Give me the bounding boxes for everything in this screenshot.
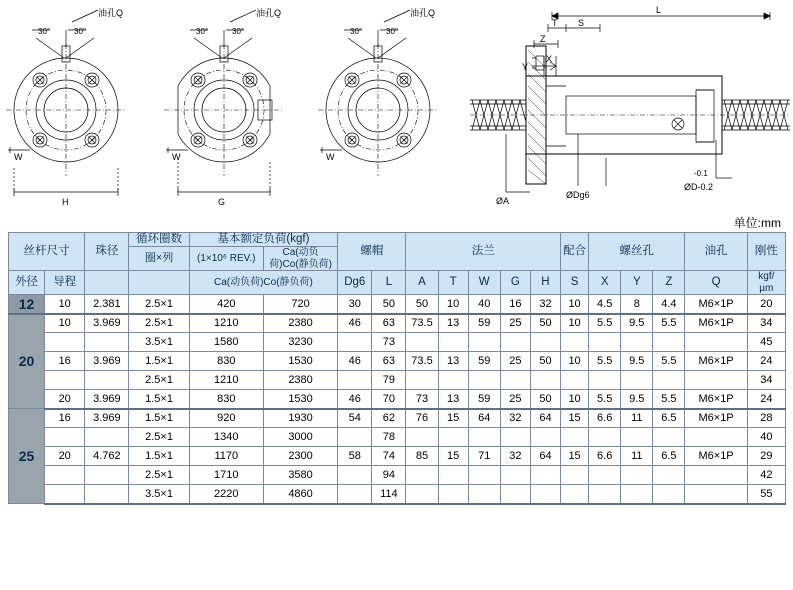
angle-left-b: 30°: [196, 27, 209, 36]
cell-ball: 2.381: [85, 295, 129, 314]
cell-dg6: 46: [338, 390, 372, 409]
cell-lead: [45, 371, 85, 390]
assembly-side-view: [470, 0, 790, 212]
th-flange-H: H: [530, 271, 560, 295]
cell-ca: 830: [189, 390, 263, 409]
th-screw-Y: Y: [621, 271, 653, 295]
cell-X: [589, 333, 621, 352]
cell-G: 16: [500, 295, 530, 314]
cell-Z: 6.5: [653, 447, 685, 466]
flange-drawing-a: [2, 0, 160, 212]
cell-rig: 42: [747, 466, 785, 485]
table-row: [9, 352, 786, 371]
cell-dg6: 30: [338, 295, 372, 314]
dim-Z: Z: [540, 34, 546, 44]
table-row: [9, 333, 786, 352]
cell-W: 64: [468, 409, 500, 428]
cell-dg6: 46: [338, 314, 372, 333]
th-load-sub1: (1×10⁶ REV.): [189, 247, 263, 271]
table-row: [9, 409, 786, 428]
cell-nutL: 62: [372, 409, 406, 428]
cell-A: [406, 371, 438, 390]
cell-dg6: [338, 485, 372, 504]
th-lead: 导程: [45, 271, 85, 295]
cell-Y: [621, 428, 653, 447]
drawing-area: [0, 0, 793, 212]
cell-Y: 9.5: [621, 352, 653, 371]
cell-circuits: 3.5×1: [129, 485, 189, 504]
cell-ball: 3.969: [85, 409, 129, 428]
cell-dg6: [338, 333, 372, 352]
cell-G: 32: [500, 447, 530, 466]
th-nut: 螺帽: [338, 233, 406, 271]
cell-Q: M6×1P: [685, 314, 747, 333]
cell-circuits: 1.5×1: [129, 447, 189, 466]
oil-hole-label-b: 油孔Q: [256, 8, 282, 18]
cell-nutL: 114: [372, 485, 406, 504]
cell-T: 13: [438, 390, 468, 409]
cell-H: [530, 371, 560, 390]
table-row: [9, 371, 786, 390]
cell-co: 3580: [263, 466, 337, 485]
cell-T: [438, 428, 468, 447]
cell-Q: [685, 466, 747, 485]
th-circuits: 循环圈数: [129, 233, 189, 247]
cell-W: 59: [468, 390, 500, 409]
cell-S: [561, 485, 589, 504]
th-load: 基本额定负荷(kgf): [189, 233, 338, 247]
cell-lead: 20: [45, 447, 85, 466]
h-label-a: H: [62, 197, 69, 207]
cell-nutL: 50: [372, 295, 406, 314]
cell-rig: 24: [747, 352, 785, 371]
angle-left-a: 30°: [38, 27, 51, 36]
cell-Q: [685, 333, 747, 352]
cell-Q: M6×1P: [685, 447, 747, 466]
cell-rig: 28: [747, 409, 785, 428]
cell-X: 5.5: [589, 352, 621, 371]
cell-ball: 3.969: [85, 314, 129, 333]
cell-S: 10: [561, 314, 589, 333]
table-row: [9, 428, 786, 447]
cell-Y: [621, 371, 653, 390]
cell-H: [530, 485, 560, 504]
cell-Y: 9.5: [621, 390, 653, 409]
cell-dg6: [338, 428, 372, 447]
cell-A: 76: [406, 409, 438, 428]
cell-W: [468, 333, 500, 352]
th-circuits-sub: 圈×列: [129, 247, 189, 271]
cell-lead: [45, 428, 85, 447]
spec-table-body: [9, 295, 786, 504]
cell-rig: 34: [747, 314, 785, 333]
cell-rig: 40: [747, 428, 785, 447]
cell-ca: 1710: [189, 466, 263, 485]
th-size-group: 丝杆尺寸: [9, 233, 85, 271]
cell-A: [406, 333, 438, 352]
cell-ca: 1340: [189, 428, 263, 447]
cell-ca: 2220: [189, 485, 263, 504]
cell-Y: [621, 466, 653, 485]
spec-table: [8, 232, 786, 505]
th-screw-X: X: [589, 271, 621, 295]
cell-W: [468, 371, 500, 390]
th-screw-hole: 螺丝孔: [589, 233, 685, 271]
dim-S: S: [578, 18, 585, 28]
cell-W: 71: [468, 447, 500, 466]
dim-diaD: ØD-0.2: [684, 182, 714, 192]
angle-left-c: 30°: [350, 27, 363, 36]
cell-Z: 5.5: [653, 314, 685, 333]
flange-drawing-c: [318, 0, 468, 212]
cell-Z: [653, 466, 685, 485]
cell-nutL: 63: [372, 352, 406, 371]
cell-Y: 11: [621, 409, 653, 428]
group-label-20: 20: [9, 314, 45, 409]
cell-circuits: 2.5×1: [129, 314, 189, 333]
cell-lead: 16: [45, 409, 85, 428]
cell-rig: 24: [747, 390, 785, 409]
oil-hole-label-c: 油孔Q: [410, 8, 436, 18]
th-outer-dia: 外径: [9, 271, 45, 295]
cell-Y: 8: [621, 295, 653, 314]
th-ball-dia-blank: [85, 271, 129, 295]
dim-Y: Y: [522, 62, 529, 72]
cell-S: [561, 371, 589, 390]
cell-co: 2300: [263, 447, 337, 466]
th-load-sub2b: Ca(动负荷)Co(静负荷): [189, 271, 338, 295]
th-rigidity: 刚性: [747, 233, 785, 271]
cell-T: 15: [438, 409, 468, 428]
cell-W: [468, 485, 500, 504]
cell-dg6: [338, 466, 372, 485]
cell-nutL: 73: [372, 333, 406, 352]
cell-H: [530, 333, 560, 352]
cell-G: 25: [500, 390, 530, 409]
cell-Z: 5.5: [653, 390, 685, 409]
table-row: [9, 295, 786, 314]
th-load-sub2: Ca(动负荷)Co(静负荷): [263, 247, 337, 271]
th-flange: 法兰: [406, 233, 561, 271]
cell-G: [500, 333, 530, 352]
cell-circuits: 2.5×1: [129, 295, 189, 314]
cell-lead: [45, 466, 85, 485]
cell-Y: 9.5: [621, 314, 653, 333]
cell-W: 59: [468, 314, 500, 333]
th-flange-T: T: [438, 271, 468, 295]
cell-ca: 1210: [189, 314, 263, 333]
cell-Z: [653, 333, 685, 352]
cell-lead: 10: [45, 314, 85, 333]
cell-X: [589, 485, 621, 504]
cell-rig: 34: [747, 371, 785, 390]
spec-table-wrap: [8, 232, 786, 505]
table-row: [9, 390, 786, 409]
cell-ball: [85, 371, 129, 390]
cell-Q: [685, 371, 747, 390]
cell-X: 4.5: [589, 295, 621, 314]
w-label-c: W: [326, 152, 335, 162]
dim-X: X: [546, 54, 553, 64]
cell-Z: 6.5: [653, 409, 685, 428]
cell-ca: 1210: [189, 371, 263, 390]
cell-X: 5.5: [589, 390, 621, 409]
cell-Q: M6×1P: [685, 295, 747, 314]
cell-Z: 4.4: [653, 295, 685, 314]
cell-ball: 3.969: [85, 352, 129, 371]
cell-W: [468, 466, 500, 485]
cell-T: [438, 466, 468, 485]
cell-G: [500, 485, 530, 504]
cell-ca: 1170: [189, 447, 263, 466]
th-nut-dg6: Dg6: [338, 271, 372, 295]
cell-X: 5.5: [589, 314, 621, 333]
cell-S: 10: [561, 352, 589, 371]
cell-A: 73.5: [406, 314, 438, 333]
table-row: [9, 485, 786, 504]
cell-Q: M6×1P: [685, 352, 747, 371]
th-fit-S: S: [561, 271, 589, 295]
cell-T: [438, 371, 468, 390]
th-screw-Z: Z: [653, 271, 685, 295]
th-oil-hole: 油孔: [685, 233, 747, 271]
cell-S: 15: [561, 447, 589, 466]
cell-X: [589, 428, 621, 447]
cell-dg6: [338, 371, 372, 390]
cell-ca: 920: [189, 409, 263, 428]
th-rigidity-unit: kgf/ µm: [747, 271, 785, 295]
th-flange-W: W: [468, 271, 500, 295]
cell-S: 10: [561, 390, 589, 409]
cell-S: 15: [561, 409, 589, 428]
group-label-25: 25: [9, 409, 45, 504]
cell-A: 73: [406, 390, 438, 409]
cell-ca: 830: [189, 352, 263, 371]
cell-Y: [621, 485, 653, 504]
cell-G: [500, 466, 530, 485]
cell-co: 720: [263, 295, 337, 314]
cell-H: 50: [530, 314, 560, 333]
cell-circuits: 2.5×1: [129, 371, 189, 390]
cell-Z: [653, 485, 685, 504]
cell-lead: [45, 485, 85, 504]
cell-H: [530, 466, 560, 485]
cell-circuits: 2.5×1: [129, 466, 189, 485]
th-nut-L: L: [372, 271, 406, 295]
cell-dg6: 46: [338, 352, 372, 371]
cell-H: 64: [530, 409, 560, 428]
cell-Q: [685, 485, 747, 504]
cell-S: [561, 428, 589, 447]
cell-rig: 55: [747, 485, 785, 504]
cell-ball: 3.969: [85, 390, 129, 409]
cell-A: 85: [406, 447, 438, 466]
cell-co: 1930: [263, 409, 337, 428]
cell-rig: 29: [747, 447, 785, 466]
cell-co: 3000: [263, 428, 337, 447]
cell-S: 10: [561, 295, 589, 314]
cell-G: 25: [500, 314, 530, 333]
cell-W: [468, 428, 500, 447]
table-row: [9, 447, 786, 466]
cell-X: [589, 371, 621, 390]
cell-S: [561, 466, 589, 485]
cell-S: [561, 333, 589, 352]
cell-G: [500, 428, 530, 447]
cell-X: 6.6: [589, 447, 621, 466]
th-ball-dia: 珠径: [85, 233, 129, 271]
cell-lead: 20: [45, 390, 85, 409]
cell-ball: [85, 485, 129, 504]
th-flange-G: G: [500, 271, 530, 295]
cell-nutL: 70: [372, 390, 406, 409]
dim-diaA: ØA: [496, 196, 510, 206]
cell-co: 4860: [263, 485, 337, 504]
angle-right-c: 30°: [386, 27, 399, 36]
th-circuits-blank: [129, 271, 189, 295]
cell-H: 50: [530, 390, 560, 409]
w-label-a: W: [14, 152, 23, 162]
cell-co: 3230: [263, 333, 337, 352]
cell-lead: 10: [45, 295, 85, 314]
cell-nutL: 63: [372, 314, 406, 333]
cell-Y: 11: [621, 447, 653, 466]
cell-T: [438, 333, 468, 352]
cell-H: [530, 428, 560, 447]
cell-T: 10: [438, 295, 468, 314]
cell-G: [500, 371, 530, 390]
cell-ca: 420: [189, 295, 263, 314]
cell-co: 1530: [263, 352, 337, 371]
cell-nutL: 74: [372, 447, 406, 466]
cell-A: [406, 466, 438, 485]
cell-G: 25: [500, 352, 530, 371]
cell-T: 15: [438, 447, 468, 466]
cell-circuits: 2.5×1: [129, 428, 189, 447]
cell-G: 32: [500, 409, 530, 428]
cell-circuits: 1.5×1: [129, 409, 189, 428]
cell-H: 64: [530, 447, 560, 466]
cell-Q: [685, 428, 747, 447]
cell-rig: 45: [747, 333, 785, 352]
cell-T: 13: [438, 352, 468, 371]
cell-H: 32: [530, 295, 560, 314]
dim-diaDg6: ØDg6: [566, 190, 590, 200]
cell-circuits: 3.5×1: [129, 333, 189, 352]
cell-A: 50: [406, 295, 438, 314]
cell-dg6: 58: [338, 447, 372, 466]
cell-X: 6.6: [589, 409, 621, 428]
cell-co: 2380: [263, 371, 337, 390]
cell-X: [589, 466, 621, 485]
cell-Z: [653, 371, 685, 390]
cell-dg6: 54: [338, 409, 372, 428]
cell-nutL: 78: [372, 428, 406, 447]
table-row: [9, 466, 786, 485]
cell-circuits: 1.5×1: [129, 390, 189, 409]
w-label-b: W: [172, 152, 181, 162]
dim-T: T: [552, 18, 558, 28]
cell-W: 40: [468, 295, 500, 314]
cell-ball: [85, 466, 129, 485]
cell-lead: [45, 333, 85, 352]
group-label-12: 12: [9, 295, 45, 314]
cell-Y: [621, 333, 653, 352]
cell-ball: 4.762: [85, 447, 129, 466]
dim-L: L: [656, 5, 662, 15]
cell-co: 1530: [263, 390, 337, 409]
cell-A: [406, 428, 438, 447]
cell-Q: M6×1P: [685, 390, 747, 409]
th-oil-Q: Q: [685, 271, 747, 295]
cell-ball: [85, 428, 129, 447]
cell-T: 13: [438, 314, 468, 333]
flange-drawing-b: [160, 0, 318, 212]
cell-nutL: 94: [372, 466, 406, 485]
th-flange-A: A: [406, 271, 438, 295]
cell-Q: M6×1P: [685, 409, 747, 428]
th-fit: 配合: [561, 233, 589, 271]
oil-hole-label-a: 油孔Q: [98, 8, 124, 18]
cell-circuits: 1.5×1: [129, 352, 189, 371]
cell-lead: 16: [45, 352, 85, 371]
cell-Z: [653, 428, 685, 447]
angle-right-a: 30°: [74, 27, 87, 36]
unit-note: 单位:mm: [733, 216, 781, 230]
g-label-b: G: [218, 197, 226, 207]
cell-A: 73.5: [406, 352, 438, 371]
table-row: [9, 314, 786, 333]
cell-Z: 5.5: [653, 352, 685, 371]
angle-right-b: 30°: [232, 27, 245, 36]
cell-W: 59: [468, 352, 500, 371]
cell-T: [438, 485, 468, 504]
cell-H: 50: [530, 352, 560, 371]
cell-ball: [85, 333, 129, 352]
cell-co: 2380: [263, 314, 337, 333]
cell-rig: 20: [747, 295, 785, 314]
cell-ca: 1580: [189, 333, 263, 352]
cell-A: [406, 485, 438, 504]
cell-nutL: 79: [372, 371, 406, 390]
tol-top: -0.1: [694, 169, 708, 178]
